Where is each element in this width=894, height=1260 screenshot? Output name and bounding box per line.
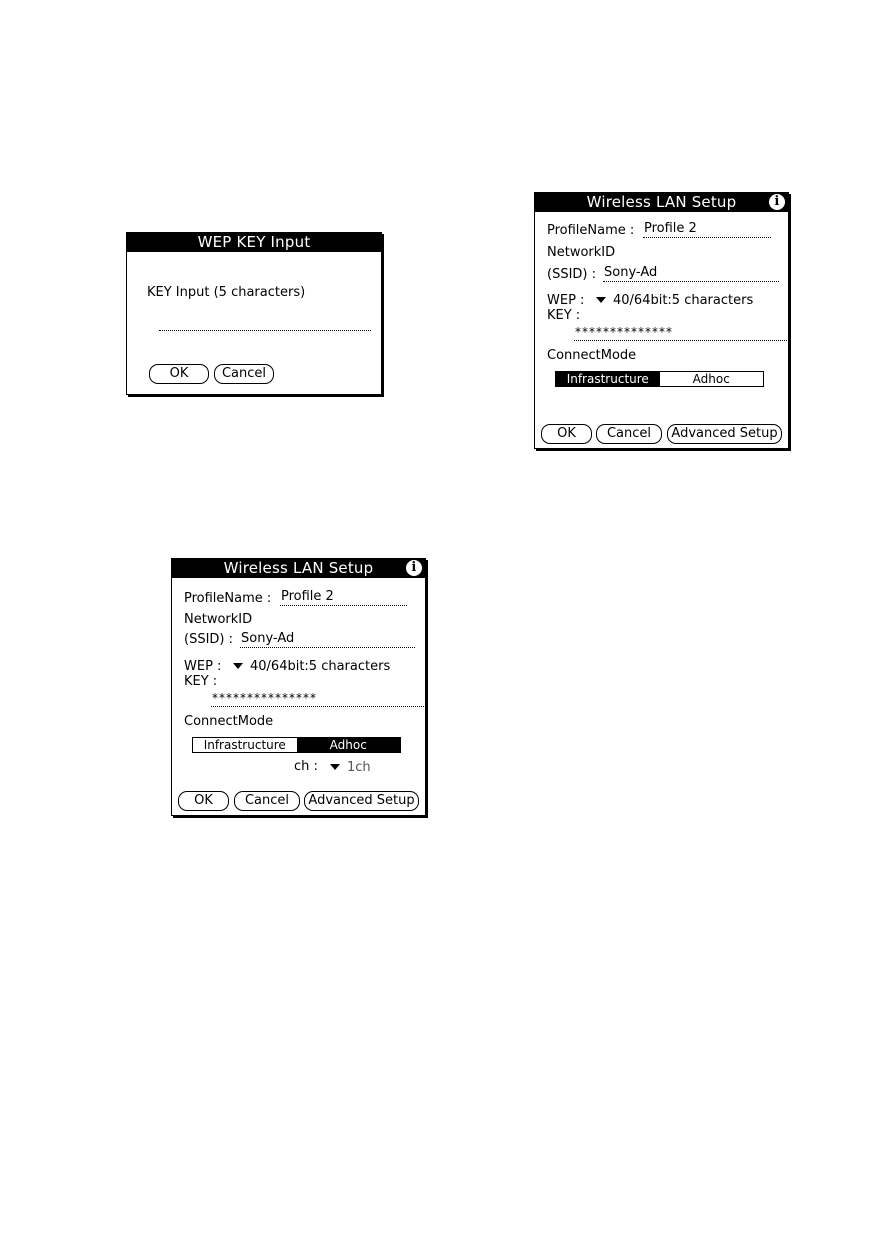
channel-dropdown-value[interactable]: 1ch <box>347 760 371 775</box>
info-icon[interactable]: i <box>406 560 422 576</box>
cancel-button[interactable]: Cancel <box>596 424 662 444</box>
ok-button[interactable]: OK <box>178 791 229 811</box>
network-id-label: NetworkID <box>547 245 616 260</box>
channel-dropdown-arrow-icon[interactable] <box>330 764 340 770</box>
dialog-title <box>172 559 425 578</box>
connect-mode-selector <box>192 737 401 753</box>
wep-key-input-dialog <box>126 232 382 395</box>
key-field[interactable]: ************** <box>574 324 787 341</box>
cancel-button[interactable]: Cancel <box>234 791 300 811</box>
profile-name-field[interactable]: Profile 2 <box>280 589 407 606</box>
ssid-label: (SSID) : <box>547 267 597 282</box>
mode-adhoc-option[interactable]: Adhoc <box>660 372 764 386</box>
info-icon[interactable]: i <box>769 194 785 210</box>
ssid-label: (SSID) : <box>184 632 234 647</box>
dialog-title-text: Wireless LAN Setup <box>223 559 374 577</box>
ok-button[interactable]: OK <box>541 424 592 444</box>
cancel-button[interactable]: Cancel <box>214 364 274 384</box>
ssid-field[interactable]: Sony-Ad <box>240 631 415 648</box>
wep-label: WEP : <box>184 659 222 674</box>
channel-label: ch : <box>294 759 318 774</box>
connect-mode-selector <box>555 371 764 387</box>
profile-name-field[interactable]: Profile 2 <box>643 221 771 238</box>
profile-name-label: ProfileName : <box>547 223 635 238</box>
wep-dropdown-value[interactable]: 40/64bit:5 characters <box>250 659 391 674</box>
dialog-title <box>535 193 788 212</box>
wep-dropdown-arrow-icon[interactable] <box>233 663 243 669</box>
mode-adhoc-option[interactable]: Adhoc <box>297 738 401 752</box>
connect-mode-label: ConnectMode <box>184 714 274 729</box>
key-input-field[interactable] <box>159 314 371 331</box>
dialog-title-text: Wireless LAN Setup <box>586 193 737 211</box>
network-id-label: NetworkID <box>184 612 253 627</box>
wireless-lan-setup-dialog-infrastructure <box>534 192 789 449</box>
key-input-prompt: KEY Input (5 characters) <box>147 285 306 300</box>
key-field[interactable]: *************** <box>211 690 424 707</box>
wep-dropdown-value[interactable]: 40/64bit:5 characters <box>613 293 754 308</box>
key-label: KEY : <box>547 308 581 323</box>
wep-label: WEP : <box>547 293 585 308</box>
dialog-title: WEP KEY Input <box>127 233 381 252</box>
ssid-field[interactable]: Sony-Ad <box>603 265 779 282</box>
advanced-setup-button[interactable]: Advanced Setup <box>304 791 419 811</box>
wireless-lan-setup-dialog-adhoc <box>171 558 426 816</box>
mode-infrastructure-option[interactable]: Infrastructure <box>193 738 297 752</box>
advanced-setup-button[interactable]: Advanced Setup <box>667 424 782 444</box>
ok-button[interactable]: OK <box>149 364 209 384</box>
wep-dropdown-arrow-icon[interactable] <box>596 297 606 303</box>
connect-mode-label: ConnectMode <box>547 348 637 363</box>
mode-infrastructure-option[interactable]: Infrastructure <box>556 372 660 386</box>
profile-name-label: ProfileName : <box>184 591 272 606</box>
key-label: KEY : <box>184 674 218 689</box>
